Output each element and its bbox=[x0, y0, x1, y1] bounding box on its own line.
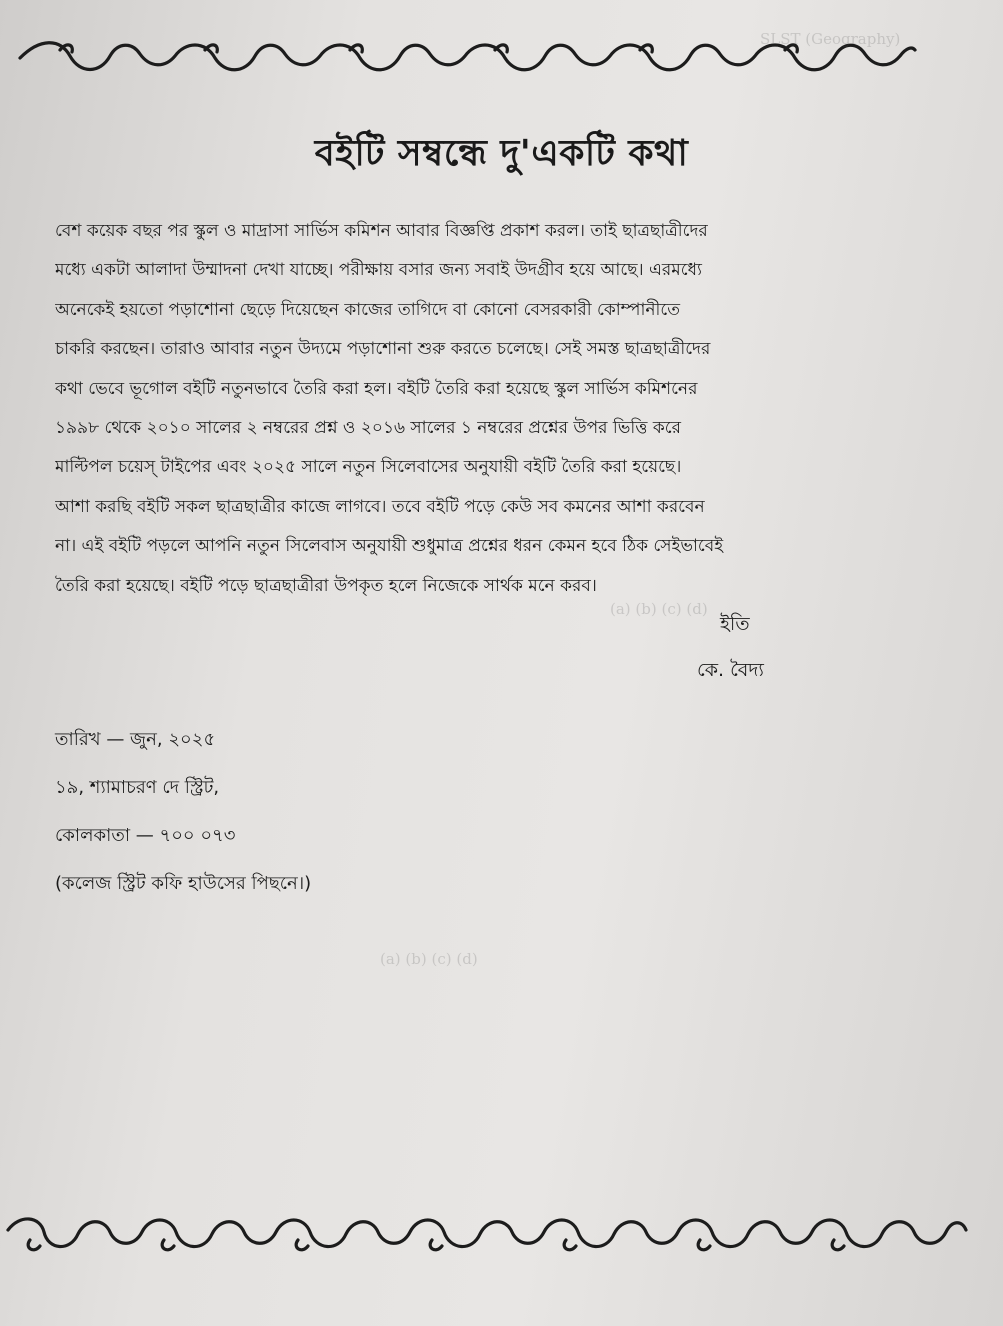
address-line-3: (কলেজ স্ট্রিট কফি হাউসের পিছনে।) bbox=[55, 873, 312, 894]
body-line: তৈরি করা হয়েছে। বইটি পড়ে ছাত্রছাত্রীরা উপকৃত হলে নিজেকে সার্থক মনে করব। bbox=[55, 575, 597, 596]
signature-name: কে. বৈদ্য bbox=[697, 659, 764, 681]
publisher-info bbox=[55, 716, 311, 908]
body-line: চাকরি করছেন। তারাও আবার নতুন উদ্যমে পড়াশোনা শুরু করতে চলেছে। সেই সমস্ত ছাত্রছাত্রীদের bbox=[55, 339, 711, 360]
bleed-through-text: (a) (b) (c) (d) bbox=[610, 600, 708, 618]
bleed-through-text: SLST (Geography) bbox=[760, 30, 901, 48]
date-line: তারিখ — জুন, ২০২৫ bbox=[55, 729, 216, 750]
preface-body bbox=[55, 212, 915, 606]
body-line: অনেকেই হয়তো পড়াশোনা ছেড়ে দিয়েছেন কাজের তাগিদে বা কোনো বেসরকারী কোম্পানীতে bbox=[55, 299, 680, 320]
body-line: না। এই বইটি পড়লে আপনি নতুন সিলেবাস অনুযায়ী শুধুমাত্র প্রশ্নের ধরন কেমন হবে ঠিক সেইভাবেই bbox=[55, 536, 724, 557]
ornamental-border-bottom bbox=[0, 1200, 1003, 1270]
page-title: বইটি সম্বন্ধে দু'একটি কথা bbox=[314, 133, 689, 174]
body-line: আশা করছি বইটি সকল ছাত্রছাত্রীর কাজে লাগবে। তবে বইটি পড়ে কেউ সব কমনের আশা করবেন bbox=[55, 496, 705, 517]
body-line: বেশ কয়েক বছর পর স্কুল ও মাদ্রাসা সার্ভিস কমিশন আবার বিজ্ঞপ্তি প্রকাশ করল। তাই ছাত্রছাত্রীদের bbox=[55, 221, 708, 241]
body-line: মাল্টিপল চয়েস্ টাইপের এবং ২০২৫ সালে নতুন সিলেবাসের অনুযায়ী বইটি তৈরি করা হয়েছে। bbox=[55, 457, 682, 478]
bleed-through-text: (a) (b) (c) (d) bbox=[380, 950, 478, 968]
signature-closing: ইতি bbox=[720, 613, 750, 635]
body-line: মধ্যে একটা আলাদা উম্মাদনা দেখা যাচ্ছে। পরীক্ষায় বসার জন্য সবাই উদগ্রীব হয়ে আছে। এরমধ্যে bbox=[55, 260, 702, 281]
body-line: ১৯৯৮ থেকে ২০১০ সালের ২ নম্বরের প্রশ্ন ও ২০১৬ সালের ১ নম্বরের প্রশ্নের উপর ভিত্তি করে bbox=[55, 418, 681, 439]
address-line-2: কোলকাতা — ৭০০ ০৭৩ bbox=[55, 825, 236, 846]
body-line: কথা ভেবে ভূগোল বইটি নতুনভাবে তৈরি করা হল। বইটি তৈরি করা হয়েছে স্কুল সার্ভিস কমিশনের bbox=[55, 378, 698, 399]
address-line-1: ১৯, শ্যামাচরণ দে স্ট্রিট, bbox=[55, 777, 220, 798]
